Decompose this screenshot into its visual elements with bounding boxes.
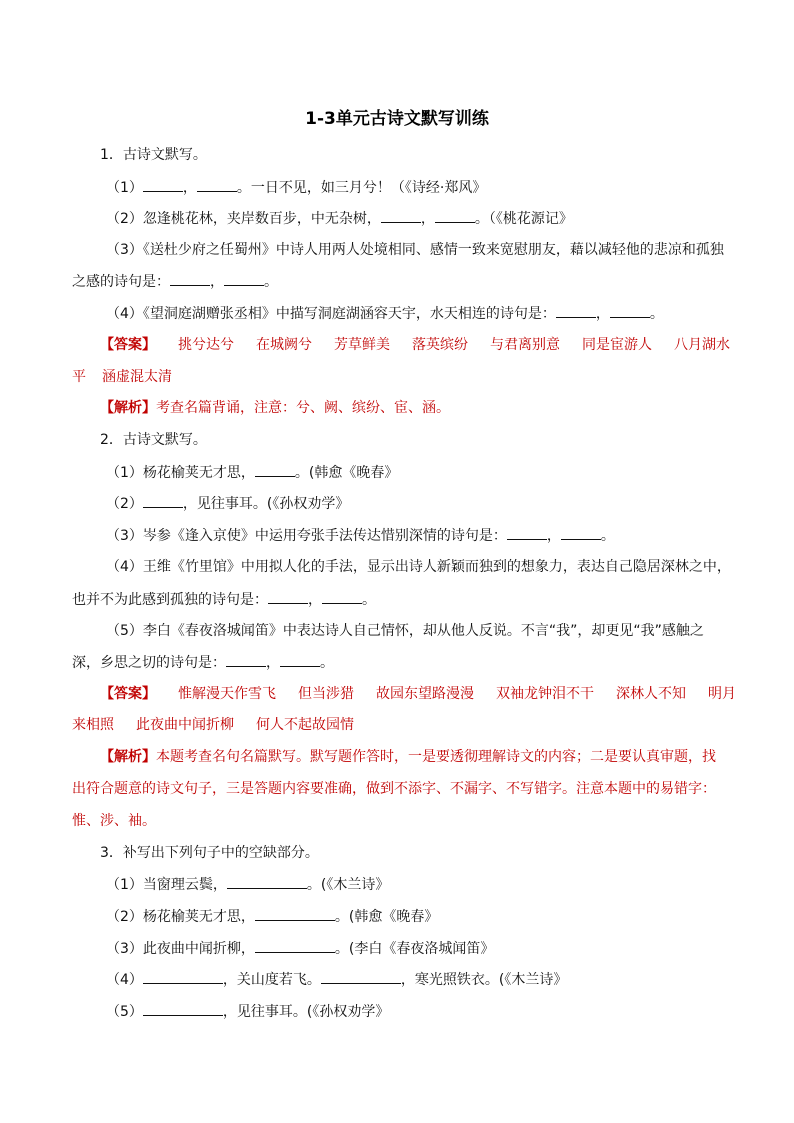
item-text: 。(韩愈《晚春》 [294, 465, 399, 481]
answer-label: 【答案】 [100, 686, 156, 702]
item-text: 。(韩愈《晚春》 [334, 909, 439, 925]
item-text: （2）忽逢桃花林，夹岸数百步，中无杂树， [106, 211, 381, 227]
item-text: （4）《望洞庭湖赠张丞相》中描写洞庭湖涵容天宇，水天相连的诗句是： [106, 306, 556, 322]
answer-item: 落英缤纷 [412, 337, 468, 353]
analysis-label: 【解析】 [100, 749, 156, 765]
item-text: ，关山度若飞。 [222, 972, 321, 988]
item-text: （2）杨花榆荚无才思， [106, 909, 255, 925]
item-text: （4） [106, 972, 143, 988]
item-text: 。 [264, 274, 278, 290]
item-number: （1） [106, 180, 143, 196]
q1-item-3-line2 [72, 271, 722, 292]
blank[interactable] [381, 208, 421, 223]
separator: ， [182, 180, 197, 196]
blank[interactable] [561, 525, 601, 540]
answer-item: 故园东望路漫漫 [376, 686, 474, 702]
q2-analysis-line2: 出符合题意的诗文句子，三是答题内容要准确，做到不添字、不漏字、不写错字。注意本题中的易错字： [72, 781, 716, 797]
q2-item-5-line2 [72, 652, 722, 673]
separator: ， [595, 306, 610, 322]
separator: ， [308, 592, 322, 608]
blank[interactable] [143, 1001, 223, 1016]
analysis-text: 考查名篇背诵，注意：兮、阙、缤纷、宦、涵。 [156, 400, 450, 416]
q2-analysis-line1 [100, 747, 750, 767]
q1-item-2 [106, 208, 756, 229]
q2-item-5-line1: （5）李白《春夜洛城闻笛》中表达诗人自己情怀，却从他人反说。不言“我”，却更见“我”感触之 [106, 623, 704, 639]
item-text: ，见往事耳。(《孙权劝学》 [222, 1004, 390, 1020]
item-text: （1）杨花榆荚无才思， [106, 465, 255, 481]
item-text: 之感的诗句是： [72, 274, 170, 290]
answer-item: 与君离别意 [490, 337, 560, 353]
item-text: 深，乡思之切的诗句是： [72, 655, 226, 671]
q2-analysis-line3: 惟、涉、袖。 [72, 813, 156, 829]
question-2-heading: 2．古诗文默写。 [100, 432, 207, 448]
q1-answer-line1 [100, 335, 750, 355]
item-text: （3）此夜曲中闻折柳， [106, 941, 255, 957]
answer-label: 【答案】 [100, 337, 156, 353]
q1-item-1 [106, 177, 756, 198]
blank[interactable] [143, 493, 183, 508]
separator: ， [210, 274, 224, 290]
item-text: 。 [362, 592, 376, 608]
blank[interactable] [507, 525, 547, 540]
answer-item: 来相照 [72, 717, 114, 733]
item-text: 也并不为此感到孤独的诗句是： [72, 592, 268, 608]
answer-item: 此夜曲中闻折柳 [136, 717, 234, 733]
q2-item-4-line1: （4）王维《竹里馆》中用拟人化的手法，显示出诗人新颖而独到的想象力，表达自己隐居深林之中， [106, 559, 731, 575]
blank[interactable] [255, 906, 335, 921]
item-text: （2） [106, 496, 143, 512]
blank[interactable] [280, 652, 320, 667]
item-text: 。 [320, 655, 334, 671]
answer-item: 平 [72, 369, 86, 385]
question-1-heading: 1．古诗文默写。 [100, 147, 207, 163]
blank[interactable] [143, 177, 183, 192]
blank[interactable] [435, 208, 475, 223]
blank[interactable] [321, 969, 401, 984]
blank[interactable] [197, 177, 237, 192]
answer-item: 惟解漫天作雪飞 [178, 686, 276, 702]
q1-answer-line2 [72, 367, 722, 387]
answer-item: 挑兮达兮 [178, 337, 234, 353]
item-text: ，见往事耳。(《孙权劝学》 [182, 496, 350, 512]
blank[interactable] [227, 874, 307, 889]
answer-item: 但当涉猎 [298, 686, 354, 702]
blank[interactable] [226, 652, 266, 667]
q3-item-1 [106, 874, 756, 895]
separator: ， [420, 211, 435, 227]
q2-item-4-line2 [72, 589, 722, 610]
blank[interactable] [556, 303, 596, 318]
answer-item: 深林人不知 [616, 686, 686, 702]
blank[interactable] [143, 969, 223, 984]
item-text: 。(《木兰诗》 [306, 877, 390, 893]
question-3-heading: 3．补写出下列句子中的空缺部分。 [100, 845, 319, 861]
blank[interactable] [268, 589, 308, 604]
blank[interactable] [322, 589, 362, 604]
blank[interactable] [255, 938, 335, 953]
item-text: （1）当窗理云鬓， [106, 877, 227, 893]
item-text: 。（《桃花源记》 [474, 211, 573, 227]
blank[interactable] [255, 462, 295, 477]
answer-item: 双袖龙钟泪不干 [496, 686, 594, 702]
blank[interactable] [224, 271, 264, 286]
q2-item-2 [106, 493, 756, 514]
q1-item-3-line1: （3）《送杜少府之任蜀州》中诗人用两人处境相同、感情一致来宽慰朋友，藉以减轻他的悲凉和孤独 [106, 242, 724, 258]
q1-analysis [100, 398, 750, 418]
answer-item: 同是宦游人 [582, 337, 652, 353]
separator: ， [546, 528, 561, 544]
q3-item-4 [106, 969, 756, 990]
item-text: （3）岑参《逢入京使》中运用夸张手法传达惜别深情的诗句是： [106, 528, 507, 544]
q2-item-1 [106, 462, 756, 483]
item-text: 。 [600, 528, 615, 544]
item-text: 。一日不见，如三月兮！（《诗经·郑风》 [236, 180, 487, 196]
q1-item-4 [106, 303, 756, 324]
item-text: 。 [649, 306, 664, 322]
page-title: 1-3单元古诗文默写训练 [305, 109, 489, 129]
analysis-label: 【解析】 [100, 400, 156, 416]
q2-answer-line1 [100, 684, 750, 704]
answer-item: 涵虚混太清 [102, 369, 172, 385]
item-text: ，寒光照铁衣。(《木兰诗》 [400, 972, 568, 988]
analysis-text: 本题考查名句名篇默写。默写题作答时，一是要透彻理解诗文的内容；二是要认真审题，找 [156, 749, 716, 765]
q2-item-3 [106, 525, 756, 546]
answer-item: 芳草鲜美 [334, 337, 390, 353]
q3-item-3 [106, 938, 756, 959]
answer-item: 在城阙兮 [256, 337, 312, 353]
answer-item: 何人不起故园情 [256, 717, 354, 733]
separator: ， [266, 655, 280, 671]
item-text: （5） [106, 1004, 143, 1020]
q3-item-2 [106, 906, 756, 927]
answer-item: 八月湖水 [674, 337, 730, 353]
item-text: 。(李白《春夜洛城闻笛》 [334, 941, 495, 957]
blank[interactable] [610, 303, 650, 318]
answer-item: 明月 [708, 686, 736, 702]
blank[interactable] [170, 271, 210, 286]
q2-answer-line2 [72, 715, 722, 735]
q3-item-5 [106, 1001, 756, 1022]
